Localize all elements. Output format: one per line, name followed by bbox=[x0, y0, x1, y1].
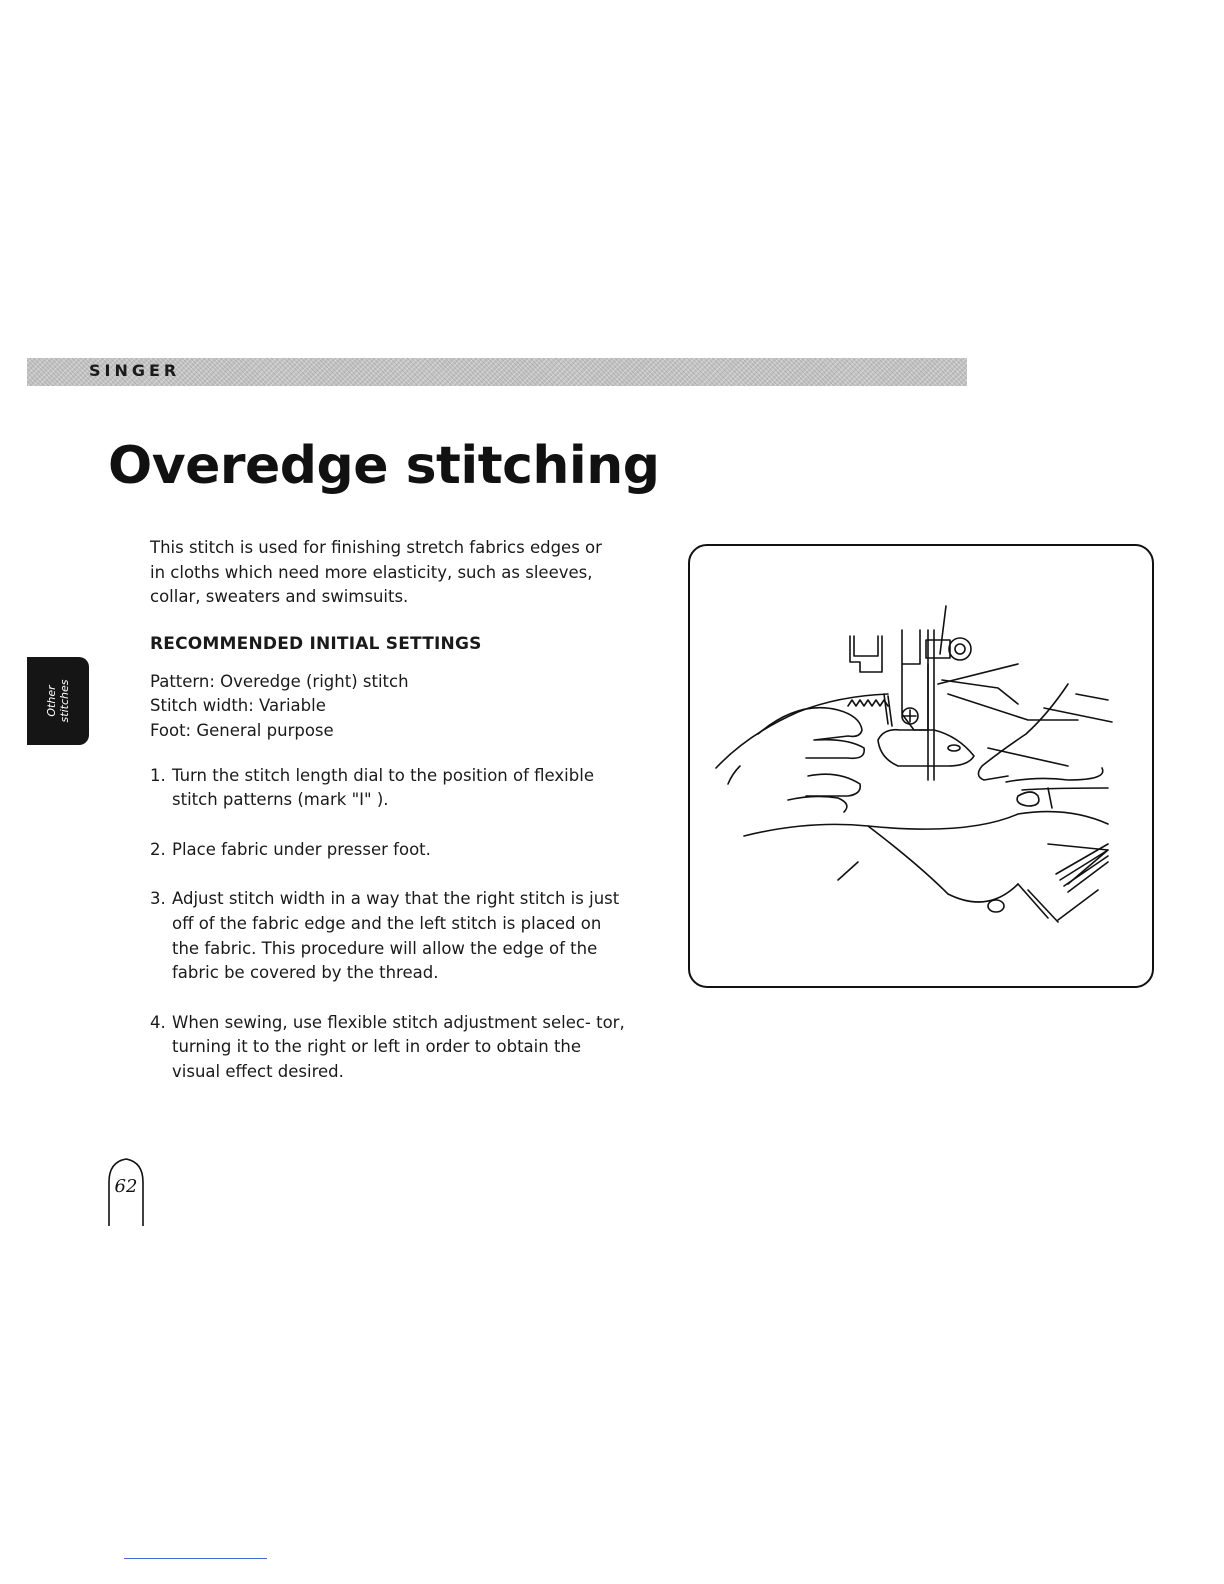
step-number: 1. bbox=[150, 765, 166, 785]
step-number: 3. bbox=[150, 889, 166, 909]
step-number: 2. bbox=[150, 839, 166, 859]
step-item bbox=[150, 838, 630, 863]
brand-logo: SINGER bbox=[89, 361, 181, 380]
brand-header-bar bbox=[27, 358, 967, 386]
step-item bbox=[150, 1011, 630, 1085]
setting-foot: Foot: General purpose bbox=[150, 720, 334, 740]
step-number: 4. bbox=[150, 1012, 166, 1032]
page-title: Overedge stitching bbox=[108, 436, 660, 496]
step-text: When sewing, use flexible stitch adjustment selec- tor, turning it to the right or left in order to obtain the visual effect desired. bbox=[172, 1012, 625, 1081]
step-text: Place fabric under presser foot. bbox=[172, 839, 431, 859]
setting-pattern: Pattern: Overedge (right) stitch bbox=[150, 671, 409, 691]
sewing-machine-drawing bbox=[688, 544, 1154, 988]
step-item bbox=[150, 764, 630, 813]
chapter-tab bbox=[27, 657, 89, 745]
page-number-box bbox=[108, 1158, 144, 1226]
step-text: Adjust stitch width in a way that the right stitch is just off of the fabric edge and the left stitch is placed on the fabric. This procedure will allow the edge of the fabric be covered by the thread. bbox=[172, 889, 620, 983]
intro-paragraph: This stitch is used for finishing stretch fabrics edges or in cloths which need more elasticity, such as sleeves, collar, sweaters and swimsuits. bbox=[150, 538, 602, 607]
main-content bbox=[150, 536, 630, 1110]
footer-rule bbox=[124, 1558, 267, 1559]
step-item bbox=[150, 887, 630, 985]
setting-stitch-width: Stitch width: Variable bbox=[150, 696, 326, 716]
sewing-illustration bbox=[688, 544, 1154, 988]
chapter-tab-label: Other stitches bbox=[45, 679, 71, 723]
steps-list bbox=[150, 764, 630, 1085]
step-text: Turn the stitch length dial to the position of flexible stitch patterns (mark "I" ). bbox=[172, 765, 594, 810]
settings-heading: RECOMMENDED INITIAL SETTINGS bbox=[150, 633, 482, 654]
page-number: 62 bbox=[114, 1176, 138, 1197]
